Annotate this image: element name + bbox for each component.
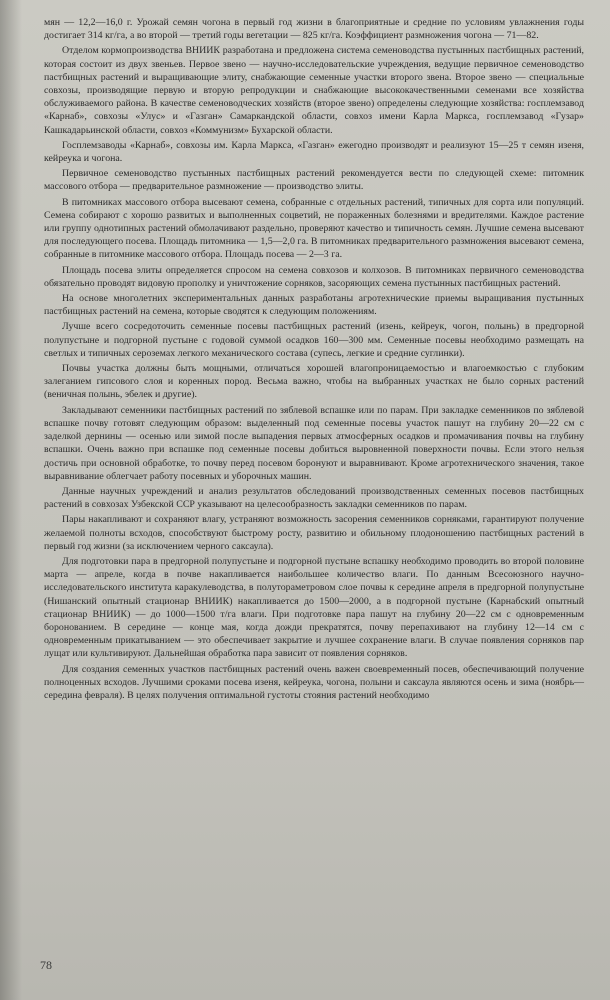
paragraph-6: Площадь посева элиты определяется спросом на семена совхозов и колхозов. В питомниках первичного семеноводства обязательно проводят видовую прополку и уничтожение сорняков, засоряющих семена пустынных пастбищных растений. <box>44 264 584 289</box>
paragraph-4: Первичное семеноводство пустынных пастбищных растений рекомендуется вести по следующей схеме: питомник массового отбора — предварительное размножение — производство элиты. <box>44 168 584 193</box>
paragraph-3: Госплемзаводы «Карнаб», совхозы им. Карла Маркса, «Газган» ежегодно производят и реализуют 15—25 т семян изеня, кейреука и чогона. <box>44 139 584 165</box>
paragraph-8: Лучше всего сосредоточить семенные посевы пастбищных растений (изень, кейреук, чогон, полынь) в предгорной полупустыне и подгорной пустыне с годовой суммой осадков 160—300 мм. Семенные посевы необходимо размещать на светлых и типичных сероземах легкого механического состава (супесь, легкие и средние суглинки). <box>44 321 584 359</box>
paragraph-11: Данные научных учреждений и анализ результатов обследований производственных семенных посевов пастбищных растений в совхозах Узбекской ССР указывают на целесообразность закладки семенников по парам. <box>44 485 584 511</box>
page-number: 78 <box>40 958 52 972</box>
paragraph-9: Почвы участка должны быть мощными, отличаться хорошей влагопроницаемостью и влагоемкостью с глубоким залеганием гипсового слоя и коренных пород. Весьма важно, чтобы на выбранных участках не было сорных растений (веничная полынь, эбелек и другие). <box>44 363 584 401</box>
paragraph-14: Для создания семенных участков пастбищных растений очень важен своевременный посев, обеспечивающий получение полноценных всходов. Лучшими сроками посева изеня, кейреука, чогона, полыни и саксаула являются осень и зима (ноябрь—середина февраля). В целях получения оптимальной густоты стояния растений необходимо <box>44 663 584 701</box>
paragraph-5: В питомниках массового отбора высевают семена, собранные с отдельных растений, типичных для сорта или популяций. Семена собирают с хорошо развитых и выполненных соцветий, не пораженных болезнями и вредителями. Каждое растение или группу однотипных растений обмолачивают раздельно, проверяют качество и типичность семян. Лучшие семена высевают для последующего посева. Площадь питомника — 1,5—2,0 га. В питомниках предварительного размножения высевают семена, собранные в питомнике массового отбора. Площадь посева — 2—3 га. <box>44 196 584 261</box>
binding-shadow <box>0 0 22 1000</box>
body-text <box>44 16 584 704</box>
paragraph-10: Закладывают семенники пастбищных растений по зяблевой вспашке или по парам. При закладке семенников по зяблевой вспашке почву готовят следующим образом: выделенный под семенные посевы участок пашут на глубину 20—22 см с заделкой дернины — осенью или зимой после выпадения первых атмосферных осадков и промачивания почвы на глубину вспашки. Очень важно при вспашке под семенные посевы добиться выровненной поверхности почвы. Если этого нельзя достичь при основной обработке, то почву перед посевом боронуют и выравнивают. Кроме агротехнического значения, такое выравнивание облегчает работу посевных и уборочных машин. <box>44 404 584 482</box>
paragraph-1: мян — 12,2—16,0 г. Урожай семян чогона в первый год жизни в благоприятные и средние по условиям увлажнения годы достигает 314 кг/га, а во второй — третий годы вегетации — 825 кг/га. Коэффициент размножения чогона — 71—82. <box>44 17 584 42</box>
paragraph-7: На основе многолетних экспериментальных данных разработаны агротехнические приемы выращивания пустынных пастбищных растений на семена, которые сводятся к следующим положениям. <box>44 293 584 318</box>
paragraph-12: Пары накапливают и сохраняют влагу, устраняют возможность засорения семенников сорняками, гарантируют получение желаемой полноты всходов, способствуют быстрому росту, развитию и обильному плодоношению пастбищных растений в первый год жизни (за исключением черного саксаула). <box>44 514 584 552</box>
paragraph-13: Для подготовки пара в предгорной полупустыне и подгорной пустыне вспашку необходимо проводить во второй половине марта — апреле, когда в почве накапливается наибольшее количество влаги. По данным Всесоюзного научно-исследовательского института каракулеводства, в полутораметровом слое почвы к середине апреля в предгорной полупустыне (Нишанский опытный стационар ВНИИК) накапливается до 1500—2000, а в подгорной пустыне (Карнабский опытный стационар ВНИИК) — до 1000—1500 т/га влаги. При подготовке пара пашут на глубину 20—22 см с одновременным боронованием. В середине — конце мая, когда дожди прекратятся, почву перепахивают на глубину 12—14 см с одновременным прикатыванием — это обеспечивает закрытие и лучшее сохранение влаги. В случае появления сорняков пар лущат или культивируют. Дальнейшая обработка пара зависит от появления сорняков. <box>44 555 584 660</box>
paragraph-2: Отделом кормопроизводства ВНИИК разработана и предложена система семеноводства пустынных пастбищных растений, которая состоит из двух звеньев. Первое звено — научно-исследовательские учреждения, ведущие первичное семеноводство пастбищных растений и выращивающие элиту, снабжающие семенные участки второго звена. Второе звено — специальные совхозы, производящие первую и вторую репродукции и снабжающие высококачественными семенами все хозяйства обслуживаемого района. В качестве семеноводческих хозяйств (второе звено) определены следующие хозяйства: госплемзавод «Карнаб», совхозы «Улус» и «Газган» Самаркандской области, совхоз имени Карла Маркса, госплемзавод «Гузар» Кашкадарьинской области, совхоз «Коммунизм» Бухарской области. <box>44 45 584 136</box>
